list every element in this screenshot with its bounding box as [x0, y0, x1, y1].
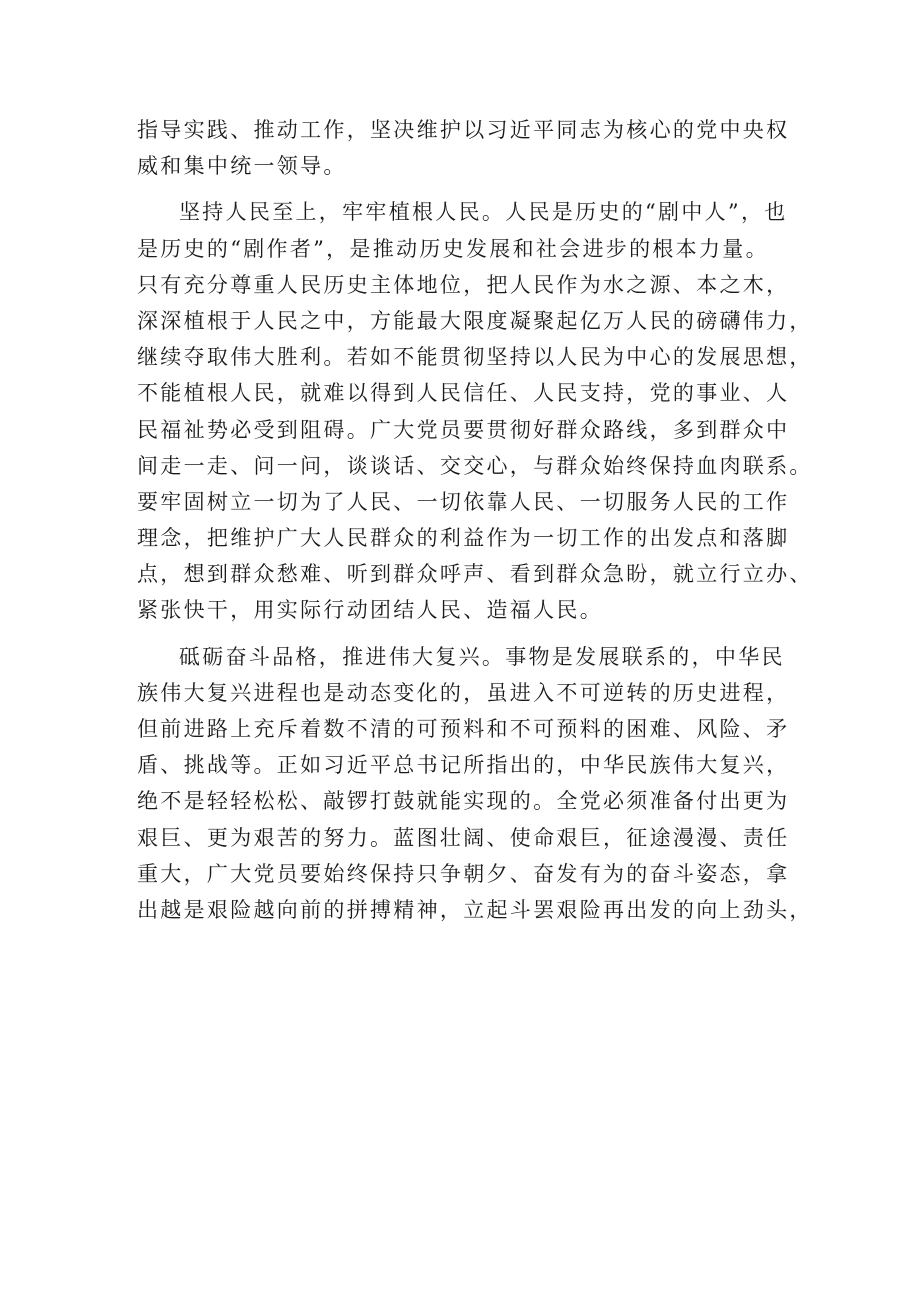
text-line: 不能植根人民，就难以得到人民信任、人民支持，党的事业、人	[137, 381, 790, 406]
text-line: 坚持人民至上，牢牢植根人民。人民是历史的“剧中人”，也	[179, 200, 788, 225]
text-line: 深深植根于人民之中，方能最大限度凝聚起亿万人民的磅礴伟力，	[137, 308, 813, 333]
document-body	[137, 112, 813, 928]
paragraph-1	[137, 112, 797, 184]
text-line: 要牢固树立一切为了人民、一切依靠人民、一切服务人民的工作	[137, 489, 790, 514]
text-line: 是历史的“剧作者”，是推动历史发展和社会进步的根本力量。	[137, 236, 769, 261]
paragraph-2	[137, 194, 813, 628]
text-line: 点，想到群众愁难、听到群众呼声、看到群众急盼，就立行立办、	[137, 562, 813, 587]
text-line: 只有充分尊重人民历史主体地位，把人民作为水之源、本之木，	[137, 272, 790, 297]
text-line: 理念，把维护广大人民群众的利益作为一切工作的出发点和落脚	[137, 526, 790, 551]
text-line: 艰巨、更为艰苦的努力。蓝图壮阔、使命艰巨，征途漫漫、责任	[137, 825, 790, 850]
text-line: 出越是艰险越向前的拼搏精神，立起斗罢艰险再出发的向上劲头，	[137, 897, 813, 922]
text-line: 间走一走、问一问，谈谈话、交交心，与群众始终保持血肉联系。	[137, 453, 813, 478]
text-line: 继续夺取伟大胜利。若如不能贯彻坚持以人民为中心的发展思想，	[137, 345, 813, 370]
text-line: 绝不是轻轻松松、敲锣打鼓就能实现的。全党必须准备付出更为	[137, 789, 790, 814]
text-line: 重大，广大党员要始终保持只争朝夕、奋发有为的奋斗姿态，拿	[137, 861, 790, 886]
text-line: 盾、挑战等。正如习近平总书记所指出的，中华民族伟大复兴，	[137, 753, 790, 778]
text-line: 民福祉势必受到阻碍。广大党员要贯彻好群众路线，多到群众中	[137, 417, 790, 442]
text-line: 威和集中统一领导。	[137, 154, 347, 179]
text-line: 族伟大复兴进程也是动态变化的，虽进入不可逆转的历史进程，	[137, 680, 790, 705]
text-line: 砥砺奋斗品格，推进伟大复兴。事物是发展联系的，中华民	[179, 644, 785, 669]
text-line: 但前进路上充斥着数不清的可预料和不可预料的困难、风险、矛	[137, 717, 790, 741]
text-line: 指导实践、推动工作，坚决维护以习近平同志为核心的党中央权	[137, 118, 790, 142]
paragraph-3	[137, 639, 813, 929]
text-line: 紧张快干，用实际行动团结人民、造福人民。	[137, 598, 603, 623]
